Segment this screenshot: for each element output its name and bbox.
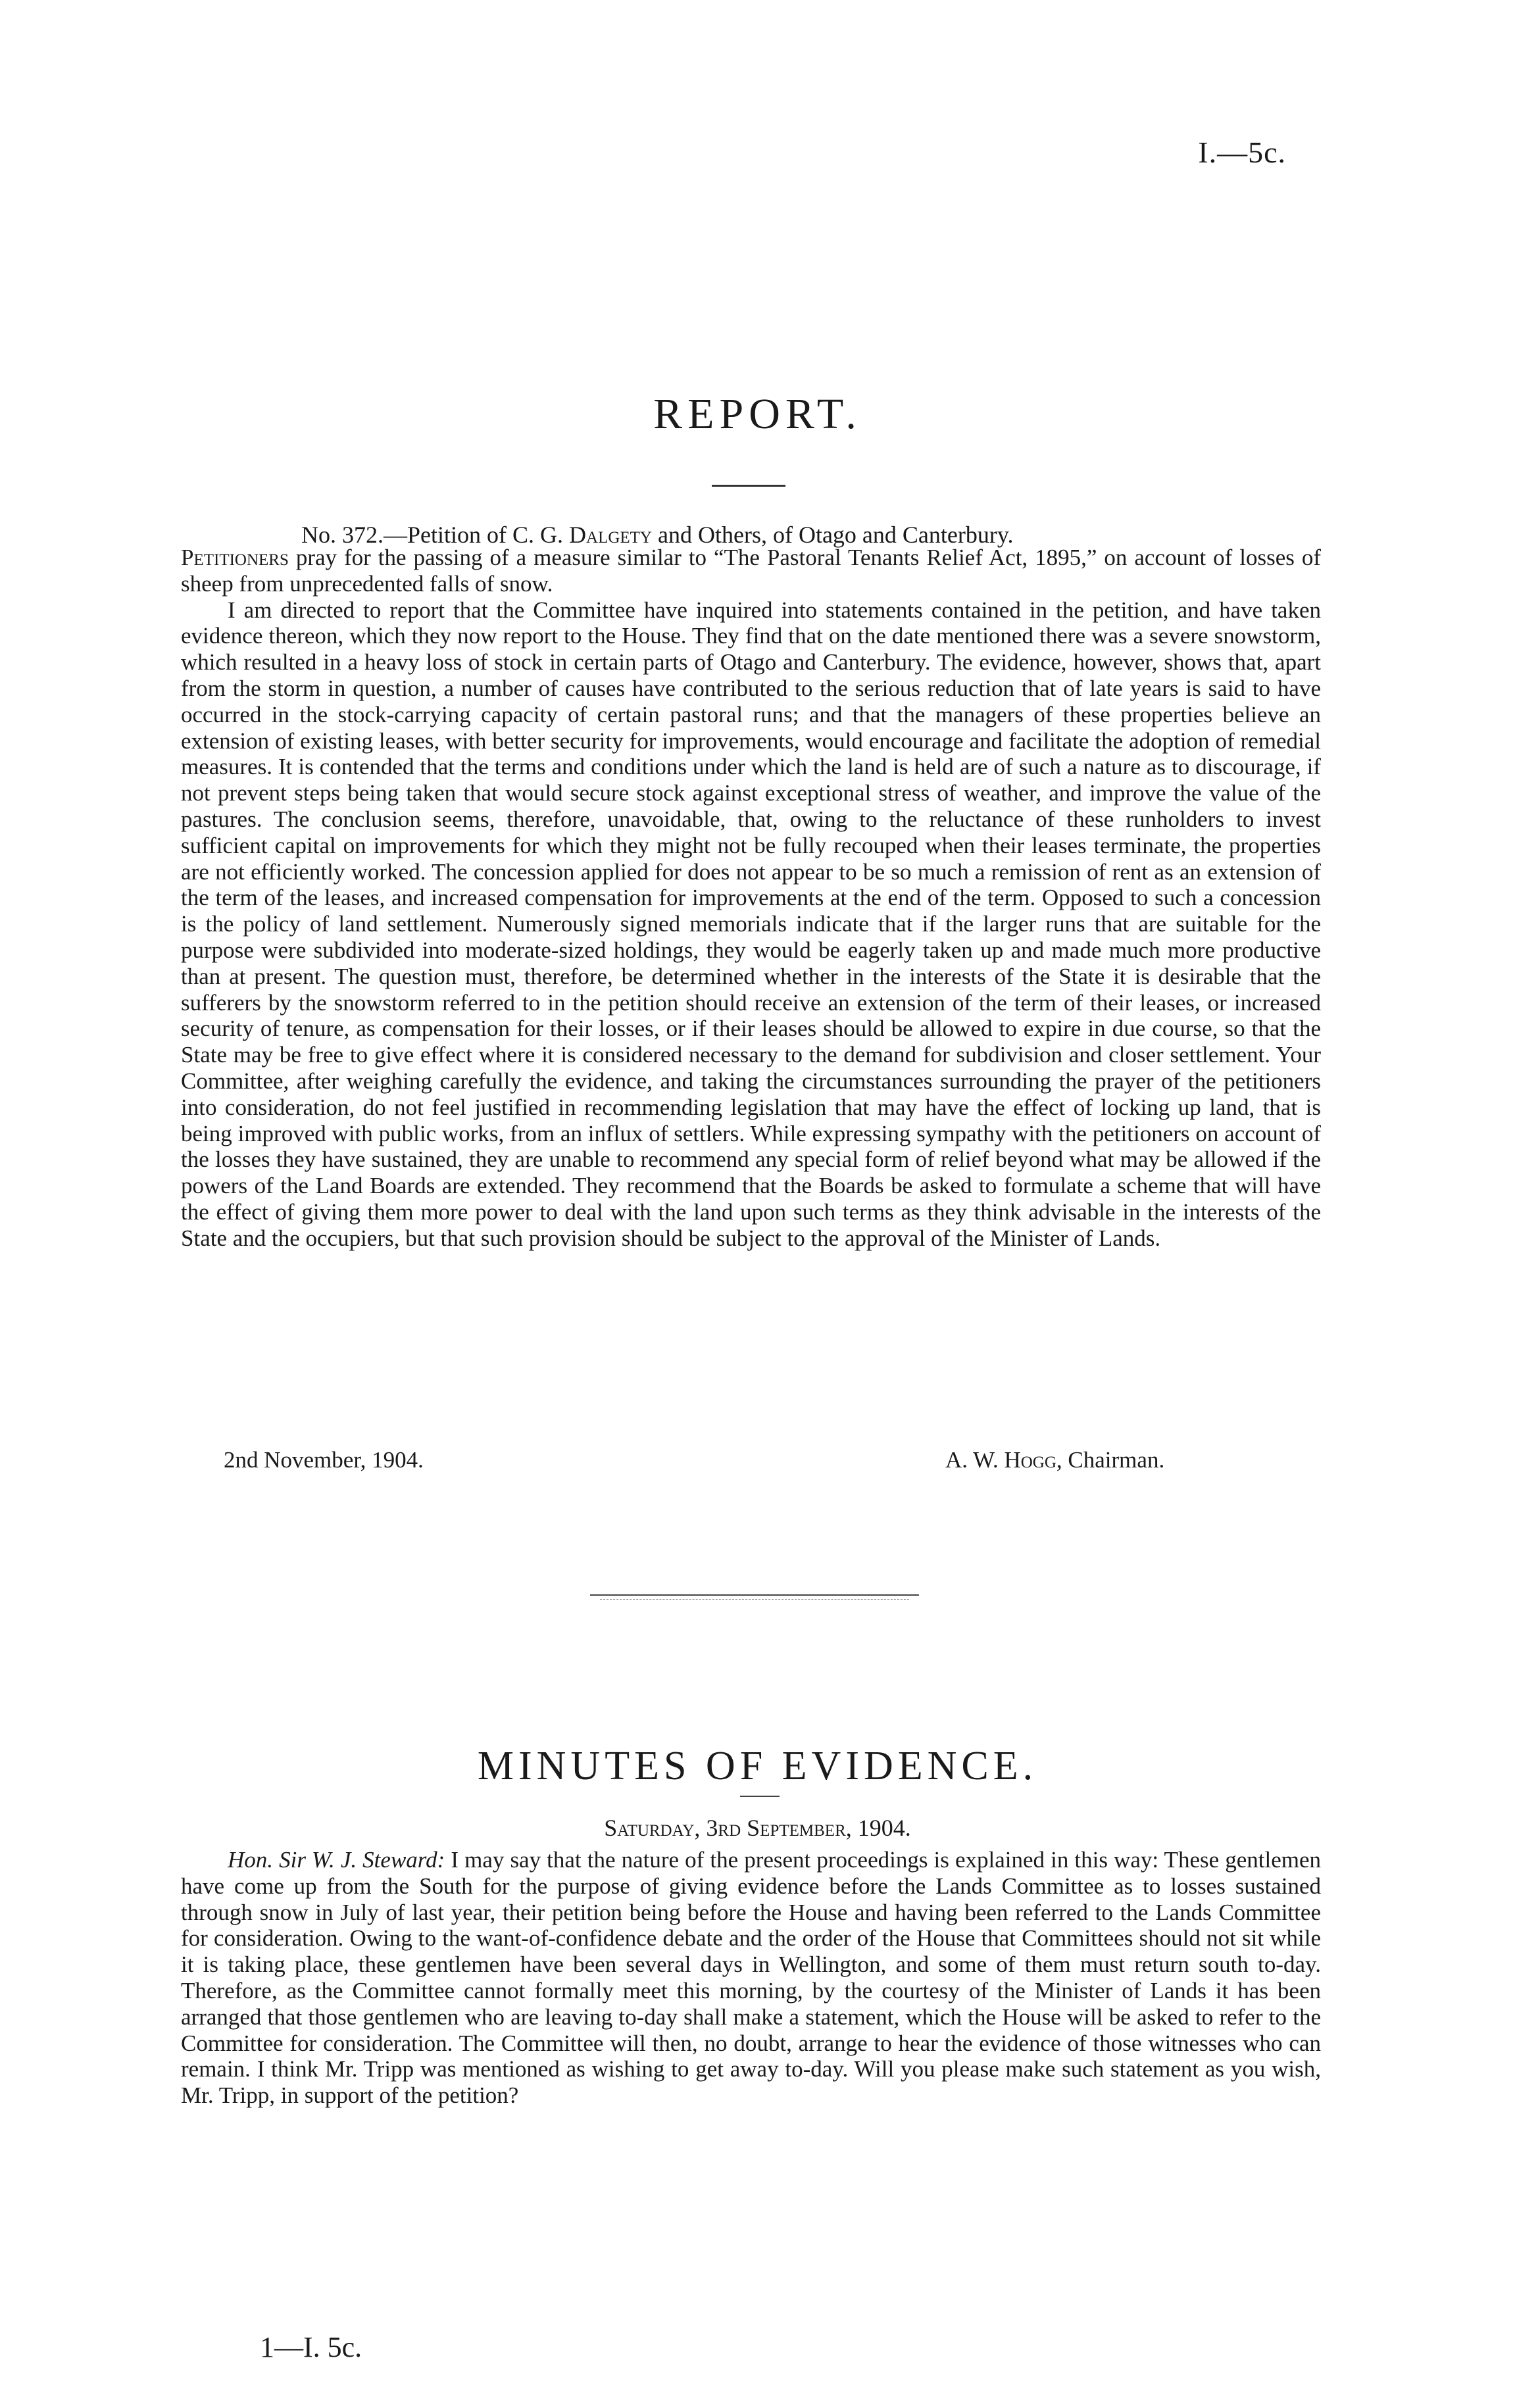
minutes-title: MINUTES OF EVIDENCE. bbox=[477, 1744, 1038, 1788]
petitioners-lead: Petitioners bbox=[181, 545, 289, 570]
section-divider-underline bbox=[600, 1599, 909, 1600]
petition-number: No. 372.—Petition of C. G. bbox=[301, 522, 564, 548]
speaker-statement: I may say that the nature of the present proceedings is explained in this way: These gentlemen have come up from the South for the purpose of giving evidence before the Lands Committee as to losses sustained through snow in July of last year, their petition being before the House and having been referred to the Lands Committee for consideration. Owing to the want-of-confidence debate and the order of the House that Committees should not sit while it is taking place, these gentlemen have been several days in Wellington, and some of them must return south to-day. Therefore, as the Committee cannot formally meet this morning, by the courtesy of the Minister of Lands it has been arranged that those gentlemen who are leaving to-day shall make a statement, which the House will be asked to refer to the Committee for consideration. The Committee will then, no doubt, arrange to hear the evidence of those witnesses who can remain. I think Mr. Tripp was mentioned as wishing to get away to-day. Will you please make such statement as you wish, Mr. Tripp, in support of the petition? bbox=[181, 1847, 1321, 2109]
signatory-role: , Chairman. bbox=[1056, 1447, 1165, 1473]
title-rule bbox=[712, 485, 785, 487]
section-divider bbox=[590, 1594, 919, 1596]
prayer-text: pray for the passing of a measure similar to “The Pastoral Tenants Relief Act, 1895,” on account of losses of sheep from unprecedented falls of snow. bbox=[181, 545, 1322, 597]
petition-heading-rest: and Others, of Otago and Canterbury. bbox=[658, 522, 1014, 548]
minutes-date-heading: Saturday, 3rd September, 1904. bbox=[604, 1815, 911, 1841]
footer-signature-mark: 1—I. 5c. bbox=[260, 2331, 362, 2363]
report-paragraph-findings: I am directed to report that the Committee have inquired into statements contained in the petition, and have taken evidence thereon, which they now report to the House. They find that on the date mentioned there was a severe snowstorm, which resulted in a heavy loss of stock in certain parts of Otago and Canterbury. The evidence, however, shows that, apart from the storm in question, a number of causes have contributed to the serious reduction that of late years is said to have occurred in the stock-carrying capacity of certain pastoral runs; and that the managers of these properties believe an extension of existing leases, with better security for improvements, would encourage and facilitate the adoption of remedial measures. It is contended that the terms and conditions under which the land is held are of such a nature as to discourage, if not prevent steps being taken that would secure stock against exceptional stress of weather, and improve the value of the pastures. The conclusion seems, therefore, unavoidable, that, owing to the reluctance of these runholders to invest sufficient capital on improvements for which they might not be fully recouped when their leases terminate, the properties are not efficiently worked. The concession applied for does not appear to be so much a remission of rent as an extension of the term of the leases, and increased compensation for improvements at the end of the term. Opposed to such a concession is the policy of land settlement. Numerously signed memorials indicate that if the larger runs that are suitable for the purpose were subdivided into moderate-sized holdings, they would be eagerly taken up and made much more productive than at present. The question must, therefore, be determined whether in the interests of the State it is desirable that the sufferers by the snowstorm referred to in the petition should receive an extension of the term of their leases, or increased security of tenure, as compensation for their losses, or if their leases should be allowed to expire in due course, so that the State may be free to give effect where it is considered necessary to the demand for subdivision and closer settlement. Your Committee, after weighing carefully the evidence, and taking the circumstances surrounding the prayer of the petitioners into consideration, do not feel justified in recommending legislation that may have the effect of locking up land, that is being improved with public works, from an influx of settlers. While expressing sympathy with the petitioners on account of the losses they have sustained, they are unable to recommend any special form of relief beyond what may be allowed if the powers of the Land Boards are extended. They recommend that the Boards be asked to formulate a scheme that will have the effect of giving them more power to deal with the land upon such terms as they think advisable in the interests of the State and the occupiers, but that such provision should be subject to the approval of the Minister of Lands. bbox=[181, 597, 1321, 1251]
minutes-title-rule bbox=[740, 1796, 780, 1797]
report-signatory bbox=[945, 1447, 1164, 1473]
page-reference: I.—5c. bbox=[1198, 135, 1286, 169]
report-body bbox=[181, 545, 1321, 1252]
petitioner-name: Dalgety bbox=[569, 522, 652, 548]
signatory-surname: Hogg bbox=[1004, 1447, 1056, 1473]
minutes-body bbox=[181, 1847, 1321, 2109]
speaker-name: Hon. Sir W. J. Steward: bbox=[228, 1847, 445, 1873]
report-paragraph-prayer bbox=[181, 545, 1321, 597]
minutes-paragraph bbox=[181, 1847, 1321, 2109]
report-date: 2nd November, 1904. bbox=[224, 1447, 424, 1473]
report-title: REPORT. bbox=[653, 390, 862, 438]
signatory-initials: A. W. bbox=[945, 1447, 999, 1473]
